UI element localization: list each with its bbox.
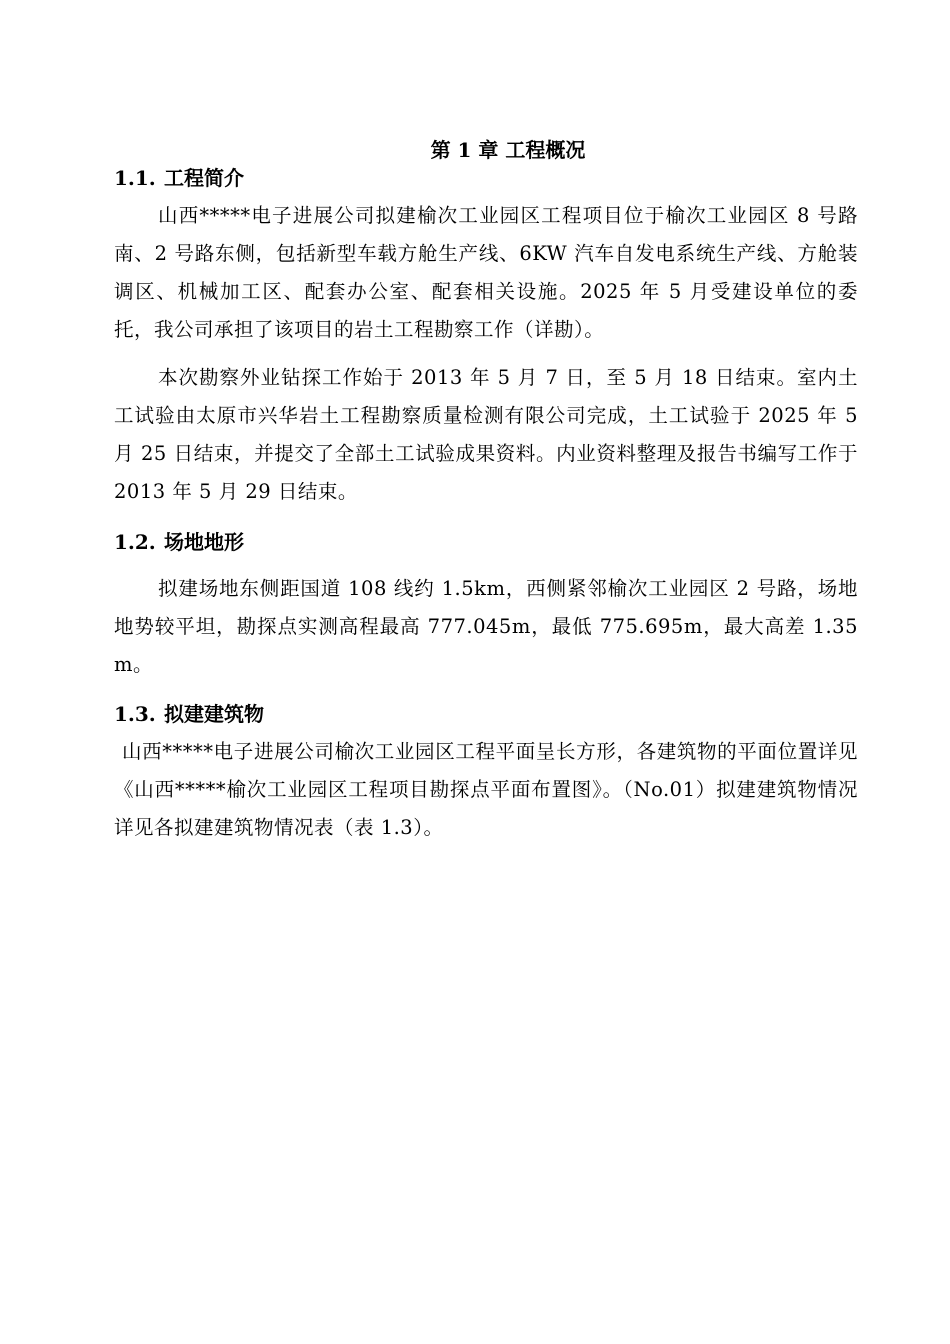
section-number: 1.3. (114, 702, 156, 726)
paragraph-site-terrain: 拟建场地东侧距国道 108 线约 1.5km，西侧紧邻榆次工业园区 2 号路，场地地势较平坦，勘探点实测高程最高 777.045m，最低 775.695m，最大高差 1.35m。 (114, 577, 858, 676)
section-heading-1-2 (114, 528, 244, 556)
paragraph-project-intro: 山西*****电子进展公司拟建榆次工业园区工程项目位于榆次工业园区 8 号路南、2 号路东侧，包括新型车载方舱生产线、6KW 汽车自发电系统生产线、方舱装调区、机械加工区、配套办公室、配套相关设施。2025 年 5 月受建设单位的委托，我公司承担了该项目的岩土工程勘察工作（详勘）。 (114, 204, 858, 341)
chapter-title: 第 1 章 工程概况 (430, 138, 586, 162)
section-title: 拟建建筑物 (164, 702, 264, 726)
section-title: 场地地形 (164, 530, 244, 554)
section-heading-1-1 (114, 164, 244, 192)
section-title: 工程简介 (164, 166, 244, 190)
section-number: 1.2. (114, 530, 156, 554)
paragraph-survey-schedule: 本次勘察外业钻探工作始于 2013 年 5 月 7 日，至 5 月 18 日结束。室内土工试验由太原市兴华岩土工程勘察质量检测有限公司完成，土工试验于 2025 年 5 月 25 日结束，并提交了全部土工试验成果资料。内业资料整理及报告书编写工作于 2013 年 5 月 29 日结束。 (114, 366, 858, 503)
section-number: 1.1. (114, 166, 156, 190)
section-heading-1-3 (114, 700, 264, 728)
paragraph-proposed-buildings: 山西*****电子进展公司榆次工业园区工程平面呈长方形，各建筑物的平面位置详见《山西*****榆次工业园区工程项目勘探点平面布置图》。（No.01）拟建建筑物情况详见各拟建建筑物情况表（表 1.3）。 (114, 740, 858, 839)
